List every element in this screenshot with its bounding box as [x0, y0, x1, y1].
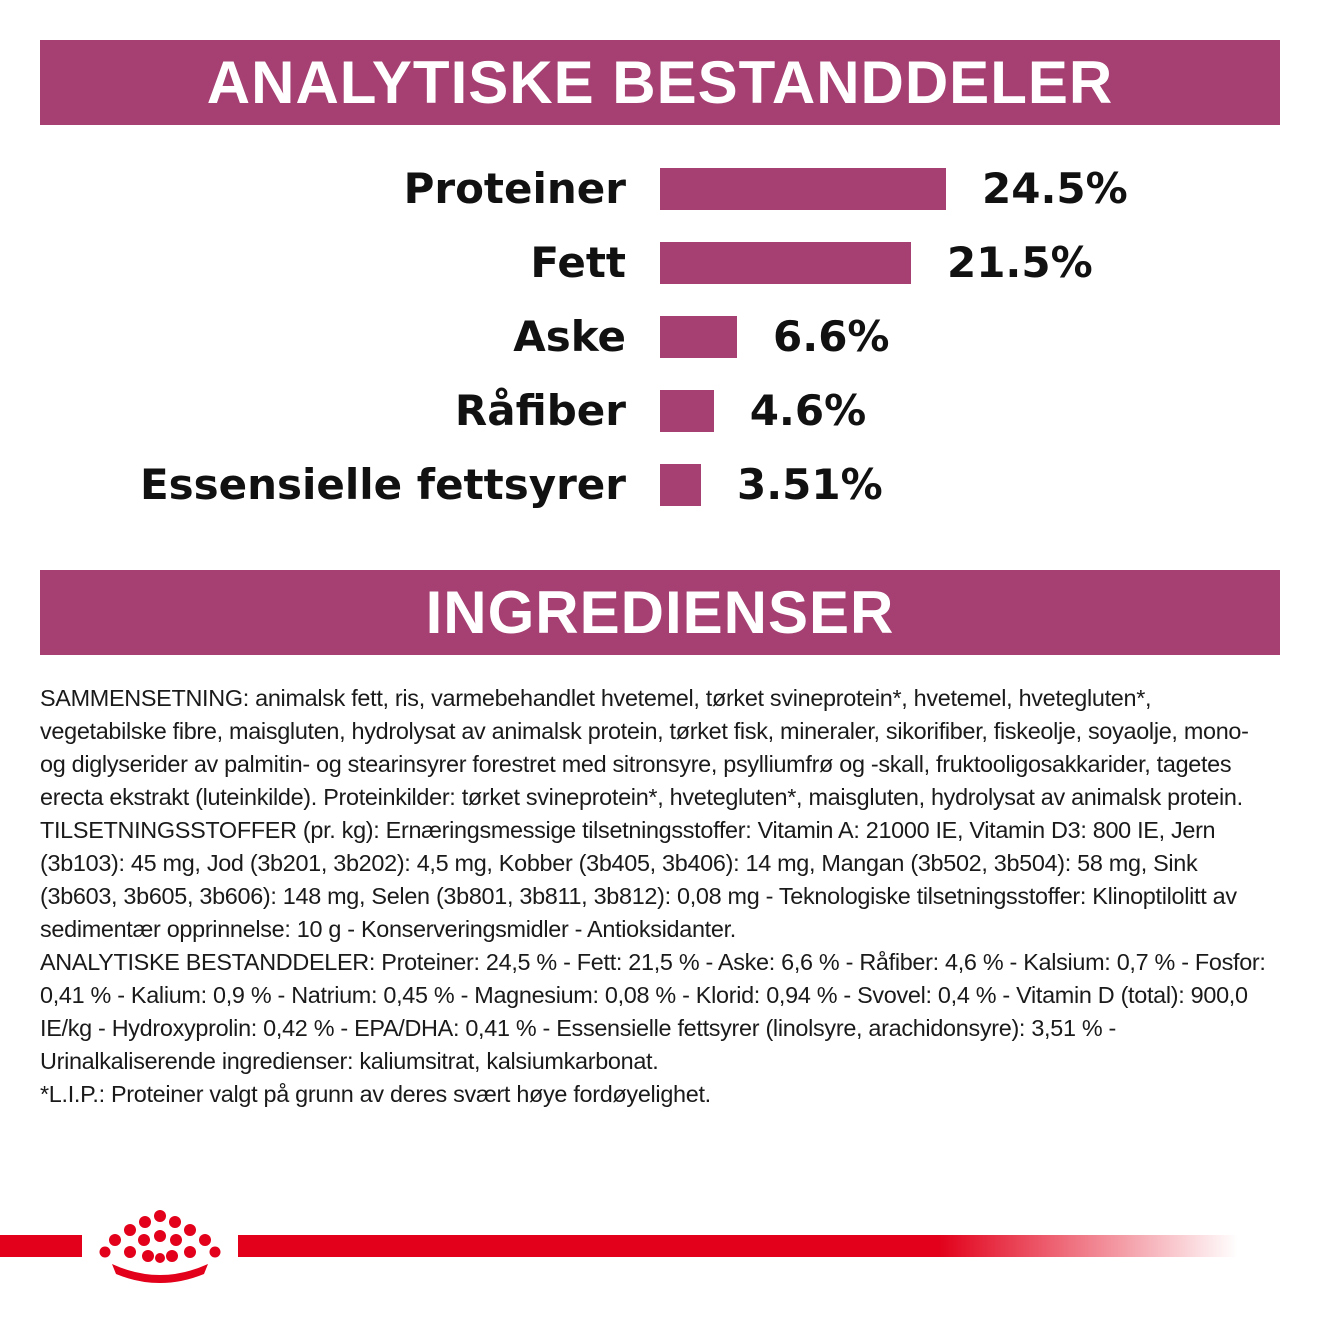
bar	[660, 168, 946, 210]
category-label: Proteiner	[403, 164, 626, 213]
value-label: 4.6%	[749, 386, 867, 435]
value-label: 24.5%	[982, 164, 1128, 213]
category-label: Aske	[513, 312, 626, 361]
analytic-banner	[40, 40, 1280, 125]
analytic-banner-title: ANALYTISKE BESTANDDELER	[206, 49, 1114, 116]
value-label: 21.5%	[946, 238, 1093, 287]
footer-line-right	[238, 1235, 1238, 1257]
bar	[660, 464, 701, 506]
nutrient-bar-chart	[0, 150, 1320, 530]
category-label: Råfiber	[454, 386, 626, 435]
footer-line-left	[0, 1235, 82, 1257]
ingredients-banner	[40, 570, 1280, 655]
crown-icon	[90, 1200, 230, 1290]
composition-paragraph: SAMMENSETNING: animalsk fett, ris, varmebehandlet hvetemel, tørket svineprotein*, hvetemel, hvetegluten*, vegetabilske fibre, maisgluten, hydrolysat av animalsk protein, tørket fisk, mineraler, sikorifiber, fiskeolje, soyaolje, mono- og diglyserider av palmitin- og stearinsyrer forestret med sitronsyre, psylliumfrø og -skall, fruktooligosakkarider, tagetes erecta ekstrakt (luteinkilde). Proteinkilder: tørket svineprotein*, hvetegluten*, maisgluten, hydrolysat av animalsk protein.	[40, 685, 1249, 810]
analytic-paragraph: ANALYTISKE BESTANDDELER: Proteiner: 24,5 % - Fett: 21,5 % - Aske: 6,6 % - Råfiber: 4,6 % - Kalsium: 0,7 % - Fosfor: 0,41 % - Kalium: 0,9 % - Natrium: 0,45 % - Magnesium: 0,08 % - Klorid: 0,94 % - Svovel: 0,4 % - Vitamin D (total): 900,0 IE/kg - Hydroxyprolin: 0,42 % - EPA/DHA: 0,41 % - Essensielle fettsyrer (linolsyre, arachidonsyre): 3,51 % - Urinalkaliserende ingredienser: kaliumsitrat, kalsiumkarbonat.	[40, 949, 1266, 1074]
additives-paragraph: TILSETNINGSSTOFFER (pr. kg): Ernæringsmessige tilsetningsstoffer: Vitamin A: 21000 IE, Vitamin D3: 800 IE, Jern (3b103): 45 mg, Jod (3b201, 3b202): 4,5 mg, Kobber (3b405, 3b406): 14 mg, Mangan (3b502, 3b504): 58 mg, Sink (3b603, 3b605, 3b606): 148 mg, Selen (3b801, 3b811, 3b812): 0,08 mg - Teknologiske tilsetningsstoffer: Klinoptilolitt av sedimentær opprinnelse: 10 g - Konserveringsmidler - Antioksidanter.	[40, 817, 1237, 942]
bar	[660, 316, 737, 358]
value-label: 3.51%	[736, 460, 883, 509]
ingredients-banner-title: INGREDIENSER	[425, 579, 895, 646]
ingredients-text	[40, 682, 1280, 1111]
bar	[660, 242, 911, 284]
bar	[660, 390, 714, 432]
value-label: 6.6%	[773, 312, 890, 361]
category-label: Fett	[530, 238, 626, 287]
category-label: Essensielle fettsyrer	[139, 460, 626, 509]
lip-footnote: *L.I.P.: Proteiner valgt på grunn av deres svært høye fordøyelighet.	[40, 1081, 711, 1107]
